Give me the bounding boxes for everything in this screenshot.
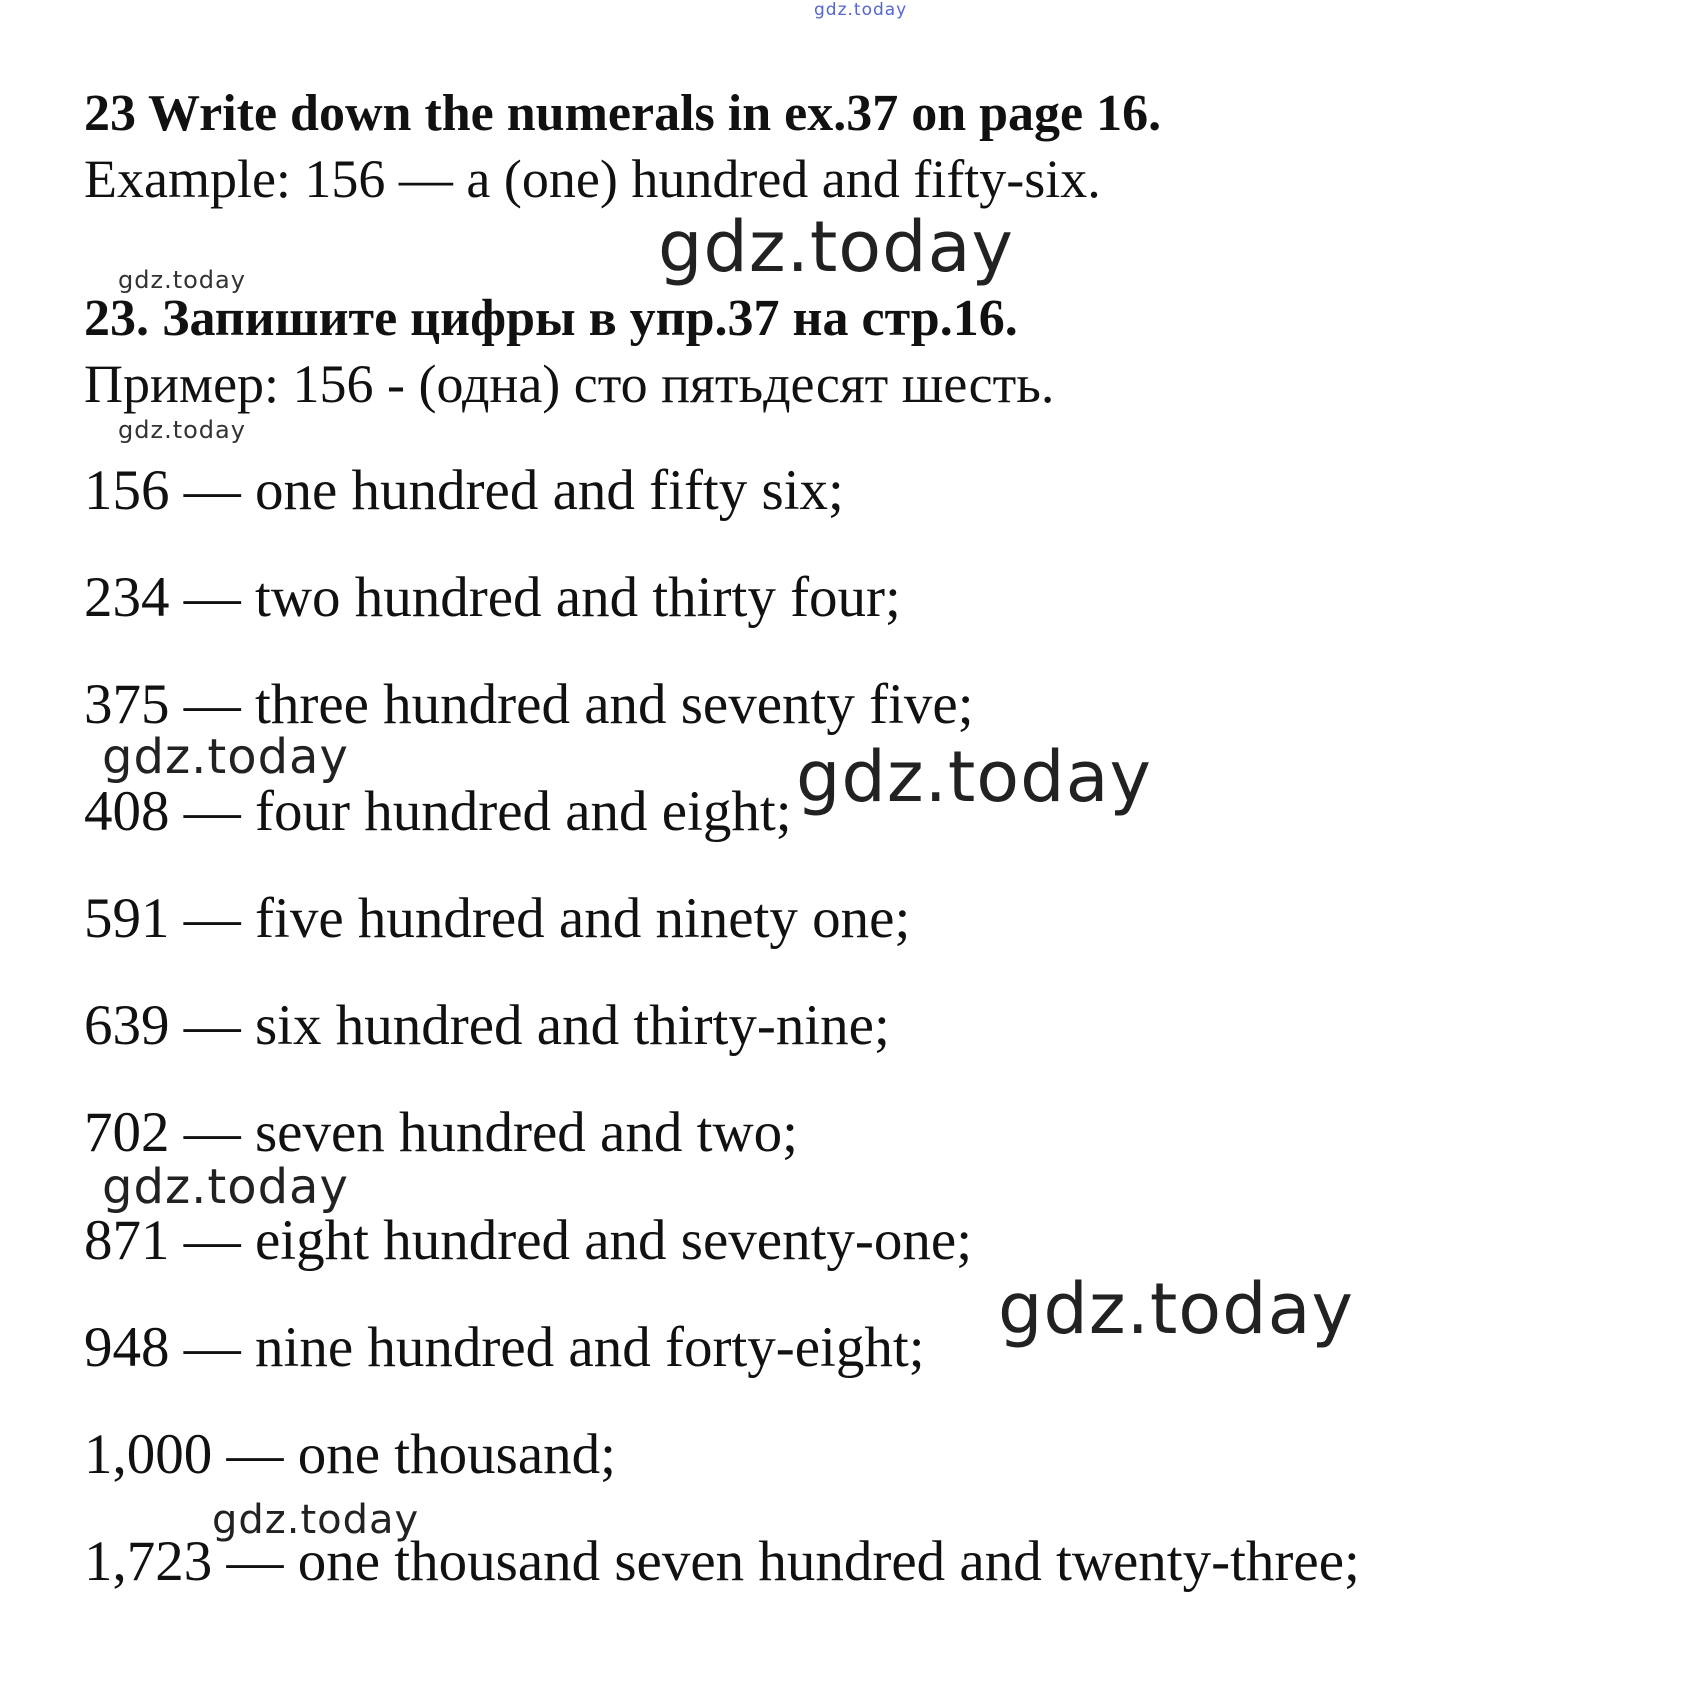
watermark: gdz.today xyxy=(118,416,246,444)
answer-line: 948 — nine hundred and forty-eight; xyxy=(84,1316,925,1379)
watermark: gdz.today xyxy=(998,1268,1354,1350)
answer-line: 871 — eight hundred and seventy-one; xyxy=(84,1209,973,1272)
task-example-ru: Пример: 156 - (одна) сто пятьдесят шесть. xyxy=(84,354,1055,414)
task-heading-ru: 23. Запишите цифры в упр.37 на стр.16. xyxy=(84,290,1018,347)
answer-line: 408 — four hundred and eight; xyxy=(84,780,792,843)
task-example-en: Example: 156 — a (one) hundred and fifty-six. xyxy=(84,149,1101,209)
answer-line: 702 — seven hundred and two; xyxy=(84,1101,798,1164)
watermark: gdz.today xyxy=(658,206,1014,288)
task-heading-en: 23 Write down the numerals in ex.37 on page 16. xyxy=(84,85,1162,142)
answer-line: 375 — three hundred and seventy five; xyxy=(84,673,974,736)
watermark: gdz.today xyxy=(814,0,908,20)
watermark: gdz.today xyxy=(212,1497,420,1543)
watermark: gdz.today xyxy=(102,1159,349,1215)
answer-line: 234 — two hundred and thirty four; xyxy=(84,566,901,629)
answer-line: 591 — five hundred and ninety one; xyxy=(84,887,911,950)
watermark: gdz.today xyxy=(796,736,1152,818)
answer-line: 1,723 — one thousand seven hundred and twenty-three; xyxy=(84,1530,1360,1593)
watermark: gdz.today xyxy=(118,266,246,294)
answer-line: 1,000 — one thousand; xyxy=(84,1423,616,1486)
answer-line: 639 — six hundred and thirty-nine; xyxy=(84,994,890,1057)
answer-line: 156 — one hundred and fifty six; xyxy=(84,459,844,522)
watermark: gdz.today xyxy=(102,729,349,785)
